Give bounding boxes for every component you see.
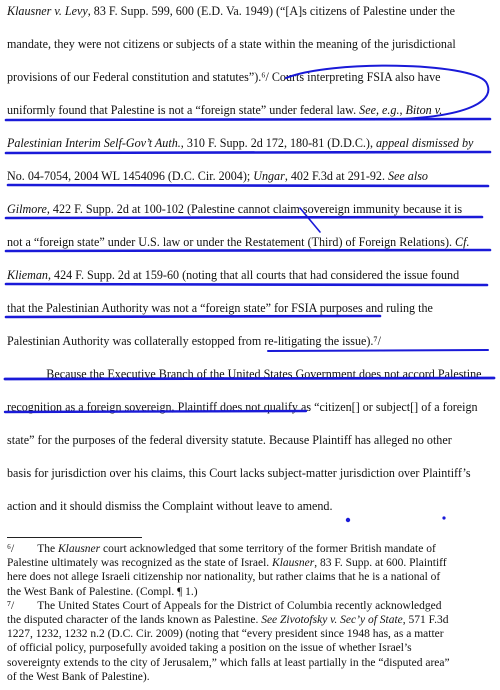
text-run: , 402 F.3d at 291-92. [284, 169, 388, 183]
text-run: Palestinian Authority was collaterally estopped from re-litigating the issue).⁷/ [7, 334, 381, 348]
text-run: , 424 F. Supp. 2d at 159-60 (noting that all courts that had considered the issue found [47, 268, 460, 282]
body-line [7, 70, 489, 84]
pen-underline [6, 250, 490, 251]
citation-italic: See, e.g., Biton v. [359, 103, 443, 117]
citation-italic: Palestinian Interim Self-Gov’t Auth. [7, 136, 181, 150]
body-line [7, 400, 489, 414]
pen-underline [6, 152, 490, 153]
body-line [7, 4, 489, 18]
text-run: Palestine ultimately was recognized as the state of Israel. [7, 557, 273, 570]
footnote-line [7, 543, 493, 556]
text-run: recognition as a foreign sovereign, Plaintiff does not qualify as “citizen[] or subject[] of a foreign [7, 400, 478, 414]
citation-italic: Klausner [272, 557, 315, 570]
text-run: ⁶/ The [7, 543, 58, 555]
body-line [7, 499, 489, 513]
footnote-line [7, 586, 493, 599]
body-line [7, 37, 489, 51]
body-line [7, 466, 489, 480]
text-run: ⁷/ The United States Court of Appeals for the District of Columbia recently acknowledged [7, 599, 442, 612]
text-run: not a “foreign state” under U.S. law or under the Restatement (Third) of Foreign Relations). [7, 235, 456, 249]
citation-italic: Ungar [253, 169, 285, 183]
text-run: the disputed character of the lands known as Palestine. [7, 614, 262, 626]
pen-underline [8, 185, 488, 186]
text-run: that the Palestinian Authority was not a “foreign state” for FSIA purposes and ruling the [7, 301, 433, 315]
citation-italic: Gilmore [7, 202, 47, 216]
text-run: , 422 F. Supp. 2d at 100-102 (Palestine cannot claim sovereign immunity because it is [46, 202, 463, 216]
citation-italic: Klausner v. Levy [7, 4, 88, 18]
citation-italic: Klausner [57, 543, 101, 555]
footnote-rule [7, 537, 142, 538]
citation-italic: appeal dismissed by [376, 136, 474, 150]
text-run: uniformly found that Palestine is not a “foreign state” under federal law. [7, 103, 360, 117]
body-line [7, 202, 489, 216]
text-run: , 310 F. Supp. 2d 172, 180-81 (D.D.C.), [180, 136, 376, 150]
text-run: , 571 F.3d [402, 614, 449, 626]
text-run: court acknowledged that some territory of the former British mandate of [100, 543, 436, 555]
body-line [7, 235, 489, 249]
footnote-line [7, 571, 493, 584]
ink-blot [442, 516, 445, 519]
citation-italic: See also [388, 169, 428, 183]
text-run: provisions of our Federal constitution and statutes”).⁶/ Courts interpreting FSIA also have [7, 70, 441, 84]
footnote-line [7, 557, 493, 570]
text-run: action and it should dismiss the Complaint without leave to amend. [7, 499, 333, 513]
pen-underline [268, 350, 488, 351]
text-run: 1227, 1232, 1232 n.2 (D.C. Cir. 2009) (noting that “every president since 1948 has, as a matter [7, 628, 444, 641]
citation-italic: See Zivotofsky v. Sec’y of State [261, 614, 403, 626]
text-run: mandate, they were not citizens or subjects of a state within the meaning of the jurisdictional [7, 37, 456, 51]
body-line [7, 433, 489, 447]
text-run: here does not allege Israeli citizenship nor nationality, but rather claims that he is a national of [7, 571, 441, 584]
body-line [7, 169, 489, 183]
text-run: the West Bank of Palestine. (Compl. ¶ 1.) [7, 585, 198, 598]
body-line [7, 136, 489, 150]
pen-underline [6, 316, 380, 317]
text-run: , 83 F. Supp. 599, 600 (E.D. Va. 1949) (“[A]s citizens of Palestine under the [87, 4, 455, 18]
footnote-line [7, 671, 493, 684]
pen-underline [6, 217, 482, 218]
text-run: sovereignty extends to the city of Jerusalem,” which falls at least partially in the “disputed area” [7, 656, 450, 669]
footnote-line [7, 600, 493, 613]
text-run: basis for jurisdiction over his claims, this Court lacks subject-matter jurisdiction over Plaintiff’s [7, 466, 471, 480]
body-line [7, 367, 489, 381]
footnote-line [7, 628, 493, 641]
ink-blot [346, 518, 350, 522]
footnote-line [7, 657, 493, 670]
text-run: No. 04-7054, 2004 WL 1454096 (D.C. Cir. 2004); [7, 169, 254, 183]
pen-underline [6, 284, 487, 285]
body-line [7, 103, 489, 117]
text-run: of the West Bank of Palestine). [7, 670, 150, 683]
footnote-line [7, 614, 493, 627]
body-line [7, 301, 489, 315]
body-line [7, 334, 489, 348]
body-line [7, 268, 489, 282]
footnote-line [7, 642, 493, 655]
citation-italic: Klieman [7, 268, 48, 282]
citation-italic: Cf. [455, 235, 470, 249]
text-run: of official policy, purposefully avoided taking a position on the issue of whether Israel’s [7, 642, 412, 655]
text-run: state” for the purposes of the federal diversity statute. Because Plaintiff has alleged no other [7, 433, 452, 447]
pen-underline [6, 119, 490, 120]
text-run: Because the Executive Branch of the United States Government does not accord Palestine [7, 367, 482, 381]
text-run: , 83 F. Supp. at 600. Plaintiff [314, 557, 447, 570]
